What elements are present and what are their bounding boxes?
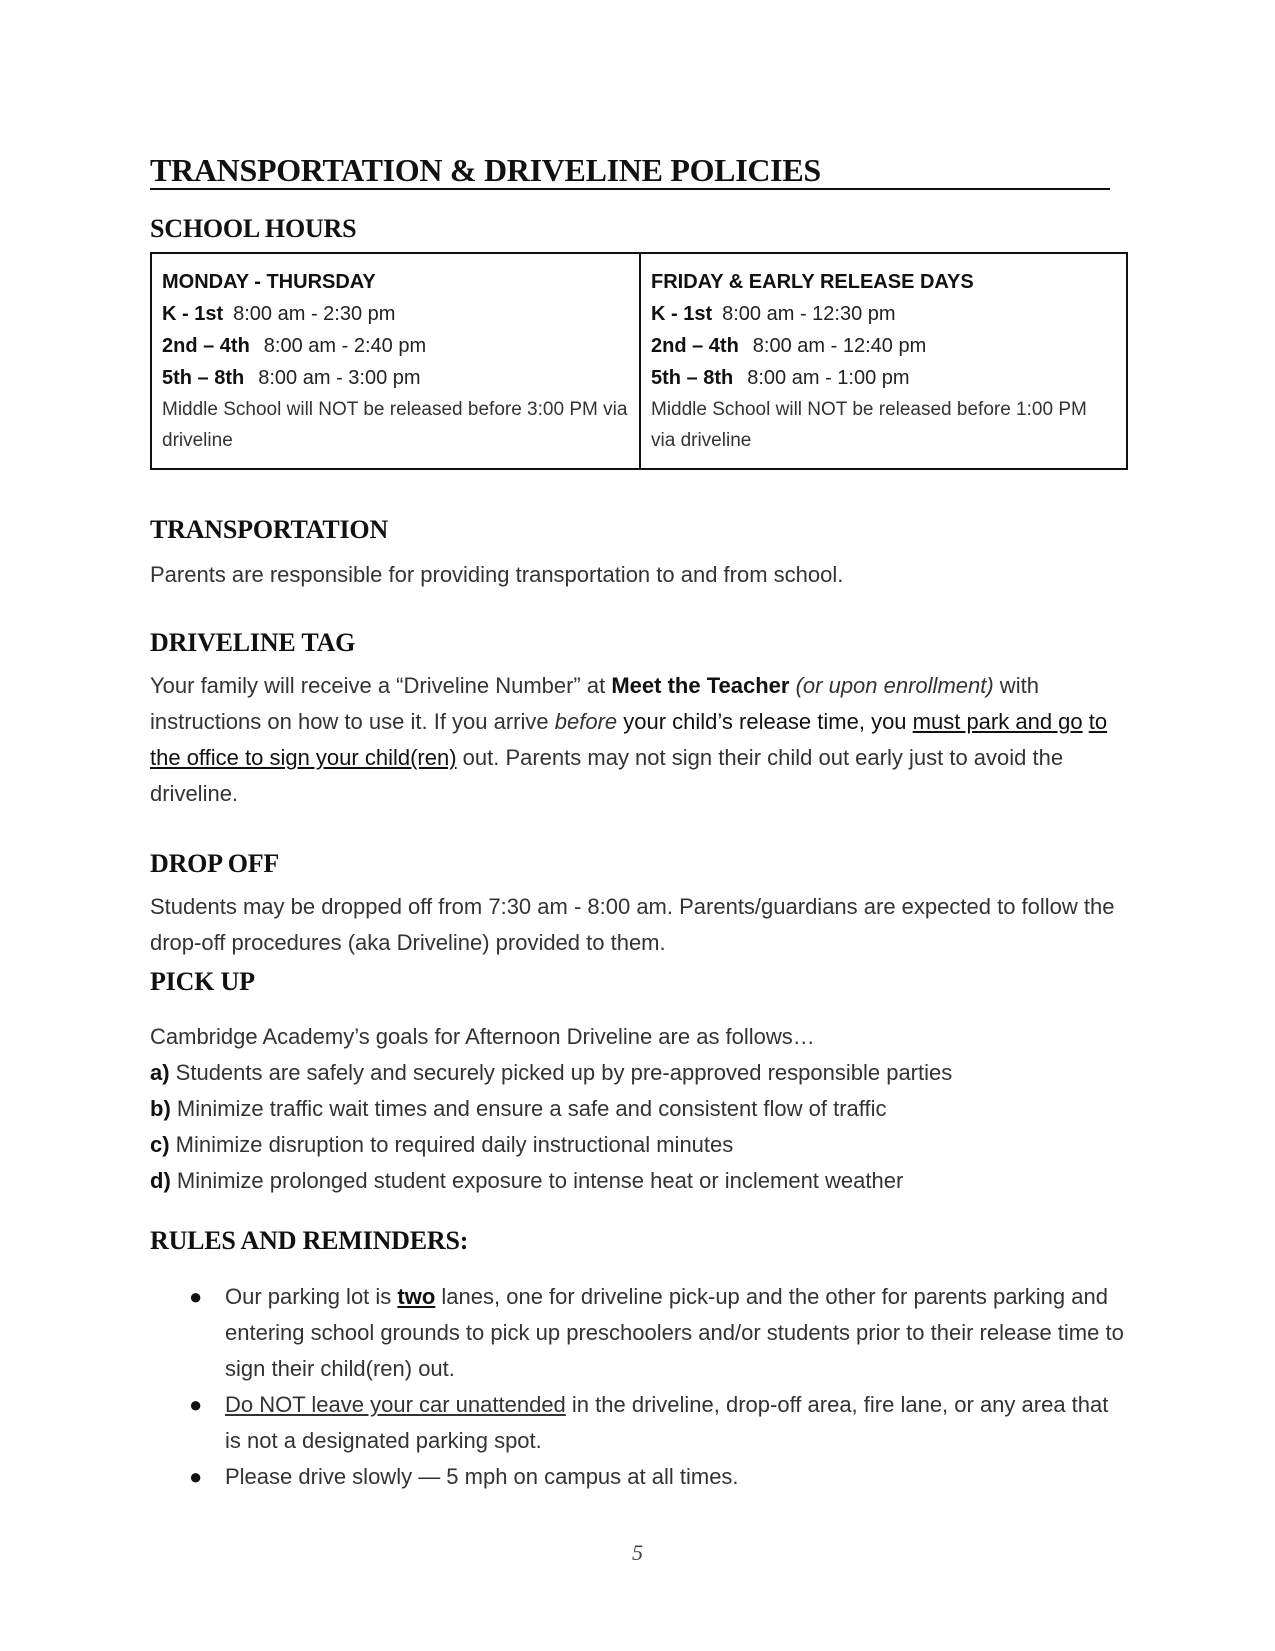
item-text: Minimize prolonged student exposure to intense heat or inclement weather xyxy=(170,1168,904,1193)
rules-heading: RULES AND REMINDERS: xyxy=(150,1226,469,1255)
must-park-emphasis: must park and go xyxy=(912,709,1083,734)
grade-label: K - 1st xyxy=(651,303,713,325)
time-range: 8:00 am - 1:00 pm xyxy=(747,367,910,389)
time-range: 8:00 am - 2:30 pm xyxy=(233,303,396,325)
text-run: in the driveline, drop-off area, fire lane, or any area that is not a designated parking spot. xyxy=(225,1392,1109,1453)
list-item xyxy=(150,1459,1130,1495)
hours-row xyxy=(651,298,1116,330)
driveline-tag-text xyxy=(150,668,1125,812)
meet-the-teacher: Meet the Teacher xyxy=(611,673,790,698)
text-run: out. Parents may not sign their child out early just to avoid the driveline. xyxy=(150,745,1064,806)
hours-column-mon-thu xyxy=(152,254,639,468)
drop-off-heading: DROP OFF xyxy=(150,849,280,878)
pick-up-heading: PICK UP xyxy=(150,967,255,996)
page-number: 5 xyxy=(632,1540,643,1565)
grade-label: 2nd – 4th xyxy=(651,335,739,357)
grade-label: K - 1st xyxy=(162,303,224,325)
release-note: Middle School will NOT be released before 1:00 PM via driveline xyxy=(651,399,1087,451)
list-item xyxy=(150,1279,1130,1387)
item-text: Students are safely and securely picked up by pre-approved responsible parties xyxy=(169,1060,953,1085)
list-item xyxy=(150,1163,952,1199)
release-note: Middle School will NOT be released before 3:00 PM via driveline xyxy=(162,399,628,451)
bullet-icon: ● xyxy=(189,1392,203,1417)
item-label: a) xyxy=(150,1060,170,1085)
school-hours-heading: SCHOOL HOURS xyxy=(150,214,357,243)
item-label: b) xyxy=(150,1096,171,1121)
column-header: MONDAY - THURSDAY xyxy=(162,271,376,293)
rules-list xyxy=(150,1279,1130,1495)
list-item xyxy=(150,1127,952,1163)
grade-label: 5th – 8th xyxy=(651,367,734,389)
text-run: lanes, one for driveline pick-up and the other for parents parking and entering school grounds to pick up preschoolers and/or students prior to their release time to sign their child(ren) out. xyxy=(225,1284,1124,1381)
grade-label: 5th – 8th xyxy=(162,367,245,389)
hours-column-friday xyxy=(639,254,1126,468)
hours-row xyxy=(162,362,629,394)
time-range: 8:00 am - 12:30 pm xyxy=(722,303,896,325)
list-item xyxy=(150,1387,1130,1459)
before-emphasis: before xyxy=(554,709,618,734)
text-run: with instructions on how to use it. If you arrive xyxy=(150,673,1039,734)
item-label: c) xyxy=(150,1132,170,1157)
time-range: 8:00 am - 2:40 pm xyxy=(263,335,427,357)
bullet-icon: ● xyxy=(189,1284,203,1309)
unattended-emphasis: Do NOT leave your car unattended xyxy=(225,1392,566,1417)
hours-row xyxy=(651,330,1116,362)
item-label: d) xyxy=(150,1168,171,1193)
hours-row xyxy=(162,330,629,362)
office-emphasis: to the office to sign your child(ren) xyxy=(150,709,1108,770)
time-range: 8:00 am - 3:00 pm xyxy=(258,367,421,389)
item-text: Minimize traffic wait times and ensure a safe and consistent flow of traffic xyxy=(170,1096,887,1121)
page-title: TRANSPORTATION & DRIVELINE POLICIES xyxy=(150,152,1110,190)
school-hours-table xyxy=(150,252,1128,470)
text-run: Please drive slowly — 5 mph on campus at all times. xyxy=(225,1464,739,1489)
list-item xyxy=(150,1091,952,1127)
list-item xyxy=(150,1055,952,1091)
text-run: Your family will receive a “Driveline Number” at xyxy=(150,673,612,698)
transportation-text: Parents are responsible for providing transportation to and from school. xyxy=(150,562,844,587)
driveline-tag-heading: DRIVELINE TAG xyxy=(150,628,356,657)
pick-up-goals xyxy=(150,1019,952,1199)
grade-label: 2nd – 4th xyxy=(162,335,250,357)
hours-row xyxy=(651,362,1116,394)
bullet-icon: ● xyxy=(189,1464,203,1489)
text-run: your child’s release time, you xyxy=(617,709,913,734)
enrollment-note: (or upon enrollment) xyxy=(795,673,994,698)
text-run: Our parking lot is xyxy=(225,1284,398,1309)
transportation-heading: TRANSPORTATION xyxy=(150,515,389,544)
column-header: FRIDAY & EARLY RELEASE DAYS xyxy=(651,271,974,293)
hours-row xyxy=(162,298,629,330)
goals-intro: Cambridge Academy’s goals for Afternoon Driveline are as follows… xyxy=(150,1024,815,1049)
drop-off-text: Students may be dropped off from 7:30 am - 8:00 am. Parents/guardians are expected to follow the drop-off procedures (aka Driveline) provided to them. xyxy=(150,894,1115,955)
item-text: Minimize disruption to required daily instructional minutes xyxy=(169,1132,734,1157)
two-emphasis: two xyxy=(397,1284,436,1309)
time-range: 8:00 am - 12:40 pm xyxy=(752,335,927,357)
